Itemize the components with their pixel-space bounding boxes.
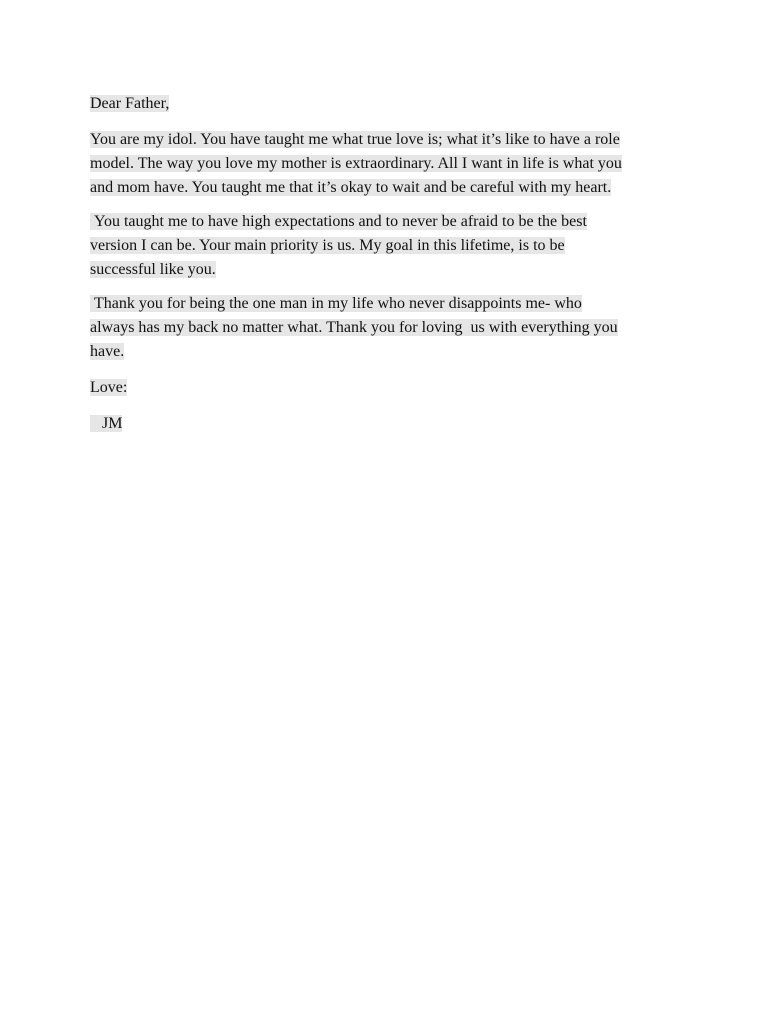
letter-paragraph-3: [90, 292, 690, 364]
paragraph-line: model. The way you love my mother is extraordinary. All I want in life is what you: [90, 155, 622, 172]
paragraph-line: have.: [90, 343, 125, 360]
letter-paragraph-2: [90, 210, 690, 282]
paragraph-line: always has my back no matter what. Thank you for loving us with everything you: [90, 319, 618, 336]
paragraph-line: and mom have. You taught me that it’s okay to wait and be careful with my heart.: [90, 179, 612, 196]
letter-paragraph-1: [90, 128, 690, 200]
paragraph-line: You taught me to have high expectations and to never be afraid to be the best: [90, 213, 587, 230]
signature-text: JM: [90, 415, 123, 432]
letter-greeting: [90, 92, 690, 116]
closing-text: Love:: [90, 379, 128, 396]
greeting-text: Dear Father,: [90, 95, 170, 112]
paragraph-line: successful like you.: [90, 261, 216, 278]
letter-page: [90, 92, 690, 436]
letter-closing: [90, 376, 690, 400]
letter-signature: [90, 412, 690, 436]
paragraph-line: Thank you for being the one man in my life who never disappoints me- who: [90, 295, 582, 312]
paragraph-line: You are my idol. You have taught me what true love is; what it’s like to have a role: [90, 131, 620, 148]
paragraph-line: version I can be. Your main priority is us. My goal in this lifetime, is to be: [90, 237, 565, 254]
